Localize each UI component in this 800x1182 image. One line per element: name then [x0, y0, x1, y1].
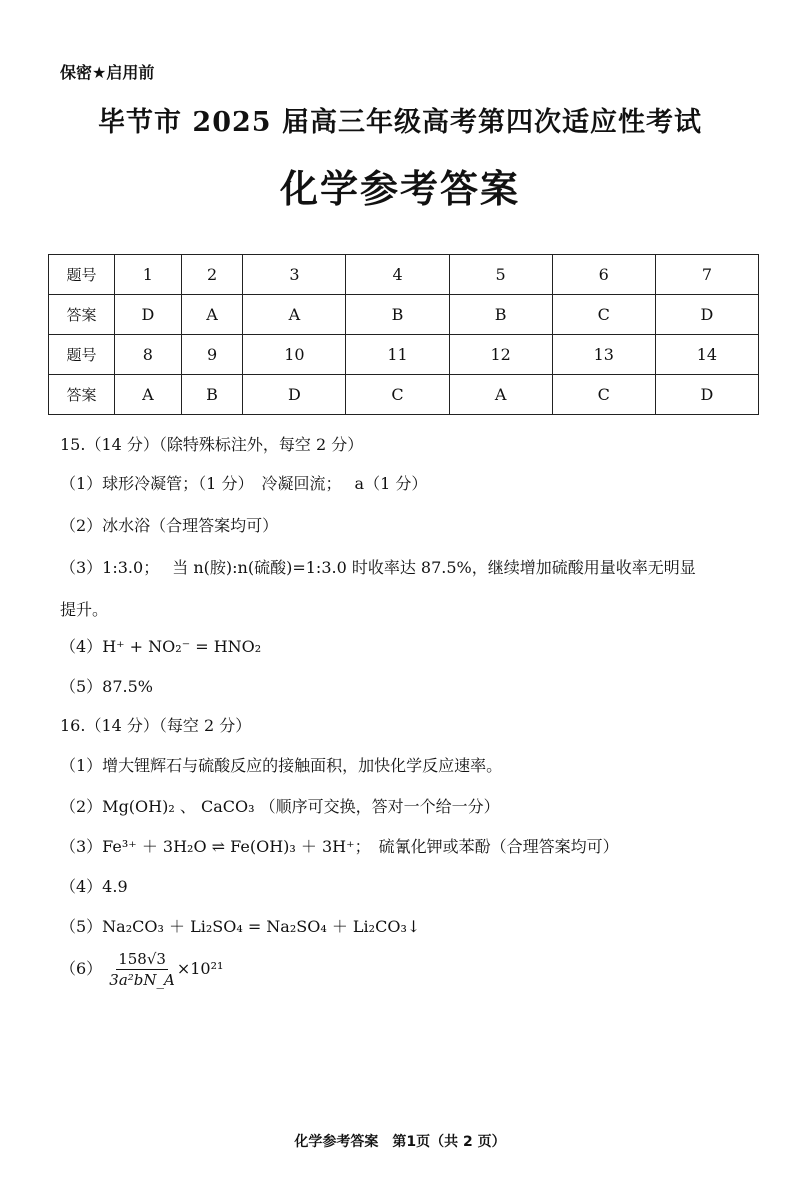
fraction — [109, 950, 175, 989]
row-label: 题号 — [49, 335, 115, 375]
q15-answer-5: （5）87.5% — [60, 677, 154, 696]
q15-heading: 15.（14 分）（除特殊标注外，每空 2 分） — [60, 435, 364, 454]
table-cell: D — [115, 295, 182, 335]
confidential-label: 保密★启用前 — [60, 63, 155, 82]
table-cell: 1 — [115, 255, 182, 295]
q15-answer-4-prefix: （4） — [60, 637, 103, 656]
table-row — [49, 295, 759, 335]
table-cell: 2 — [181, 255, 243, 295]
table-cell: 9 — [181, 335, 243, 375]
document-title: 化学参考答案 — [279, 166, 520, 211]
table-cell: B — [181, 375, 243, 415]
q15-answer-4 — [60, 634, 261, 657]
q15-answer-2: （2）冰水浴（合理答案均可） — [60, 516, 279, 535]
table-cell: 14 — [655, 335, 758, 375]
table-cell: C — [552, 375, 655, 415]
q15-answer-1: （1）球形冷凝管；（1 分） 冷凝回流； a（1 分） — [60, 474, 428, 493]
table-cell: 7 — [655, 255, 758, 295]
table-cell: A — [181, 295, 243, 335]
table-cell: D — [243, 375, 346, 415]
table-cell: 5 — [449, 255, 552, 295]
table-cell: 4 — [346, 255, 449, 295]
table-cell: 6 — [552, 255, 655, 295]
q16-answer-1: （1）增大锂辉石与硫酸反应的接触面积，加快化学反应速率。 — [60, 756, 503, 775]
table-cell: C — [552, 295, 655, 335]
exam-title: 毕节市 2025 届高三年级高考第四次适应性考试 — [98, 107, 702, 138]
q15-answer-3-cont: 提升。 — [60, 600, 109, 619]
q15-answer-4-equation: H⁺ + NO₂⁻ = HNO₂ — [102, 637, 262, 656]
q16-answer-6 — [60, 950, 223, 989]
row-label: 答案 — [49, 295, 115, 335]
table-cell: A — [449, 375, 552, 415]
q16-answer-3: （3）Fe³⁺ ＋ 3H₂O ⇌ Fe(OH)₃ ＋ 3H⁺； 硫氰化钾或苯酚（合理答案均可） — [60, 837, 619, 856]
table-cell: B — [449, 295, 552, 335]
fraction-multiplier: ×10²¹ — [176, 959, 224, 978]
q16-answer-4: （4）4.9 — [60, 877, 128, 896]
table-cell: D — [655, 295, 758, 335]
fraction-numerator: 158√3 — [118, 950, 166, 968]
table-cell: 8 — [115, 335, 182, 375]
page-footer: 化学参考答案 第1页（共 2 页） — [294, 1134, 506, 1150]
table-cell: C — [346, 375, 449, 415]
table-row — [49, 255, 759, 295]
q16-heading: 16.（14 分）（每空 2 分） — [60, 716, 252, 735]
q15-answer-3: （3）1:3.0； 当 n(胺):n(硫酸)=1:3.0 时收率达 87.5%，继续增加硫酸用量收率无明显 — [60, 558, 696, 577]
q16-answer-6-prefix: （6） — [60, 959, 103, 978]
row-label: 答案 — [49, 375, 115, 415]
table-cell: 10 — [243, 335, 346, 375]
answer-table — [48, 254, 759, 415]
table-cell: 12 — [449, 335, 552, 375]
table-cell: B — [346, 295, 449, 335]
fraction-denominator: 3a²bN_A — [109, 971, 175, 989]
table-cell: 11 — [346, 335, 449, 375]
row-label: 题号 — [49, 255, 115, 295]
table-row — [49, 335, 759, 375]
q16-answer-2: （2）Mg(OH)₂ 、 CaCO₃ （顺序可交换，答对一个给一分） — [60, 797, 500, 816]
table-cell: A — [243, 295, 346, 335]
table-row — [49, 375, 759, 415]
table-cell: 13 — [552, 335, 655, 375]
q16-answer-5: （5）Na₂CO₃ ＋ Li₂SO₄ = Na₂SO₄ ＋ Li₂CO₃↓ — [60, 917, 421, 936]
table-cell: 3 — [243, 255, 346, 295]
table-cell: D — [655, 375, 758, 415]
table-cell: A — [115, 375, 182, 415]
